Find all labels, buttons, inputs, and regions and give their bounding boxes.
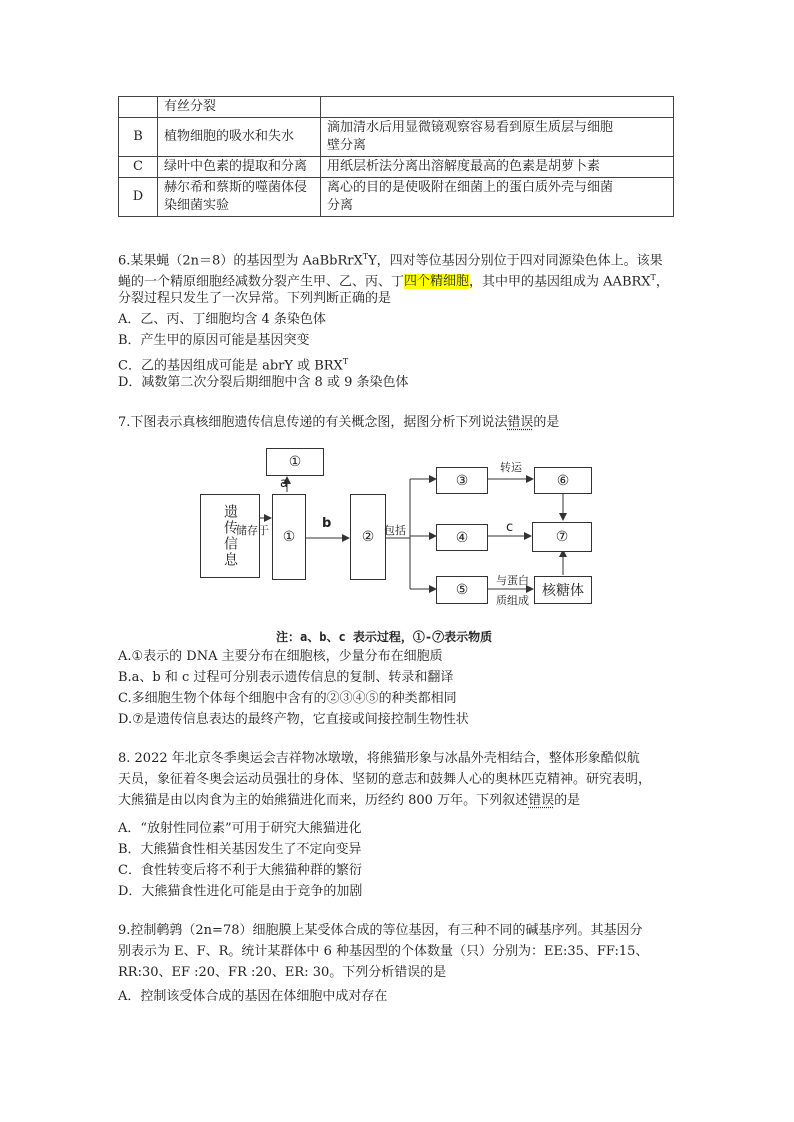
node-1-top: ① [266,448,324,476]
table-row [119,178,674,217]
q6-option-d: D．减数第二次分裂后期细胞中含 8 或 9 条染色体 [118,375,409,390]
table-cell [321,118,674,157]
label-a: a [280,476,288,491]
highlight: 四个精细胞 [404,274,470,290]
table-cell: B [119,118,158,157]
cell-line: 离心的目的是使吸附在细菌上的蛋白质外壳与细菌 [327,180,614,195]
cell-line: 滴加清水后用显微镜观察容易看到原生质层与细胞 [327,120,614,135]
table-cell [321,178,674,217]
cell-line: 壁分离 [327,138,367,153]
q6-stem-line-3: 分裂过程只发生了一次异常。下列判断正确的是 [118,291,392,306]
q7-option-a: A.①表示的 DNA 主要分布在细胞核，少量分布在细胞质 [118,649,443,664]
node-6: ⑥ [534,467,592,494]
genetic-info-box: 遗传信息 [200,494,260,578]
ribosome-box: 核糖体 [534,576,592,604]
q8-option-d: D．大熊猫食性进化可能是由于竞争的加剧 [118,884,363,899]
transport-label: 转运 [500,461,522,474]
node-3: ③ [436,467,488,494]
include-label: 包括 [384,524,406,537]
protein-label-1: 与蛋白 [496,574,529,587]
table-row [119,157,674,178]
q9-stem-line-2: 别表示为 E、F、R。统计某群体中 6 种基因型的个体数量（只）分别为：EE:35、FF:15、 [118,944,649,959]
table-row [119,97,674,118]
q8-stem-line-1: 8. 2022 年北京冬季奥运会吉祥物冰墩墩，将熊猫形象与冰晶外壳相结合，整体形象酷似航 [118,751,640,766]
q8-option-c: C．食性转变后将不利于大熊猫种群的繁衍 [118,863,362,878]
table-cell: 植物细胞的吸水和失水 [158,118,321,157]
table-cell [321,97,674,118]
q9-stem-line-3: RR:30、EF :20、FR :20、ER: 30。下列分析错误的是 [118,965,447,980]
q7-option-c: C.多细胞生物个体每个细胞中含有的②③④⑤的种类都相同 [118,691,457,706]
cell-line: 赫尔希和蔡斯的噬菌体侵 [164,180,308,195]
diagram-note: 注：a、b、c 表示过程，①-⑦表示物质 [276,630,493,644]
table-cell [158,178,321,217]
q9-stem-line-1: 9.控制鹌鹑（2n=78）细胞膜上某受体合成的等位基因，有三种不同的碱基序列。其基因分 [118,923,643,938]
q6-option-c: C．乙的基因组成可能是 abrY 或 $BRX^T$ [118,357,349,374]
table-row [119,118,674,157]
cell-line: 分离 [327,198,354,213]
node-4: ④ [436,524,488,551]
q6-stem-line-1: 6.某果蝇（2n＝8）的基因型为 AaBbRrX$^T$Y，四对等位基因分别位于四对同源染色体上。该果 [118,252,663,269]
concept-diagram [200,444,600,608]
table-cell: 有丝分裂 [158,97,321,118]
table-cell [119,97,158,118]
label-b: b [322,516,332,531]
options-table [118,96,674,217]
node-7: ⑦ [532,522,592,552]
q9-option-a: A．控制该受体合成的基因在体细胞中成对存在 [118,989,388,1004]
protein-label-2: 质组成 [496,594,529,607]
q8-stem-line-3: 大熊猫是由以肉食为主的始熊猫进化而来，历经约 800 万年。下列叙述错误的是 [118,793,581,808]
node-2: ② [350,494,386,580]
q7-option-b: B.a、b 和 c 过程可分别表示遗传信息的复制、转录和翻译 [118,670,454,685]
node-1: ① [272,494,306,580]
table-cell: D [119,178,158,217]
q6-option-a: A．乙、丙、丁细胞均含 4 条染色体 [118,312,326,327]
q8-option-b: B．大熊猫食性相关基因发生了不定向变异 [118,842,362,857]
table-cell: 用纸层析法分离出溶解度最高的色素是胡萝卜素 [321,157,674,178]
q8-stem-line-2: 天员，象征着冬奥会运动员强壮的身体、坚韧的意志和鼓舞人心的奥林匹克精神。研究表明， [118,772,652,787]
table-cell: C [119,157,158,178]
node-5: ⑤ [436,576,488,604]
q8-option-a: A．“放射性同位素”可用于研究大熊猫进化 [118,821,362,836]
table-cell: 绿叶中色素的提取和分离 [158,157,321,178]
q7-option-d: D.⑦是遗传信息表达的最终产物，它直接或间接控制生物性状 [118,712,469,727]
q7-stem: 7.下图表示真核细胞遗传信息传递的有关概念图，据图分析下列说法错误的是 [118,415,560,430]
q6-stem-line-2: 蝇的一个精原细胞经减数分裂产生甲、乙、丙、丁四个精细胞，其中甲的基因组成为 $AABRX^T$， [118,273,669,290]
label-c: c [506,520,514,535]
cell-line: 染细菌实验 [164,198,230,213]
q6-option-b: B．产生甲的原因可能是基因突变 [118,333,310,348]
store-label: 储存于 [236,524,269,537]
